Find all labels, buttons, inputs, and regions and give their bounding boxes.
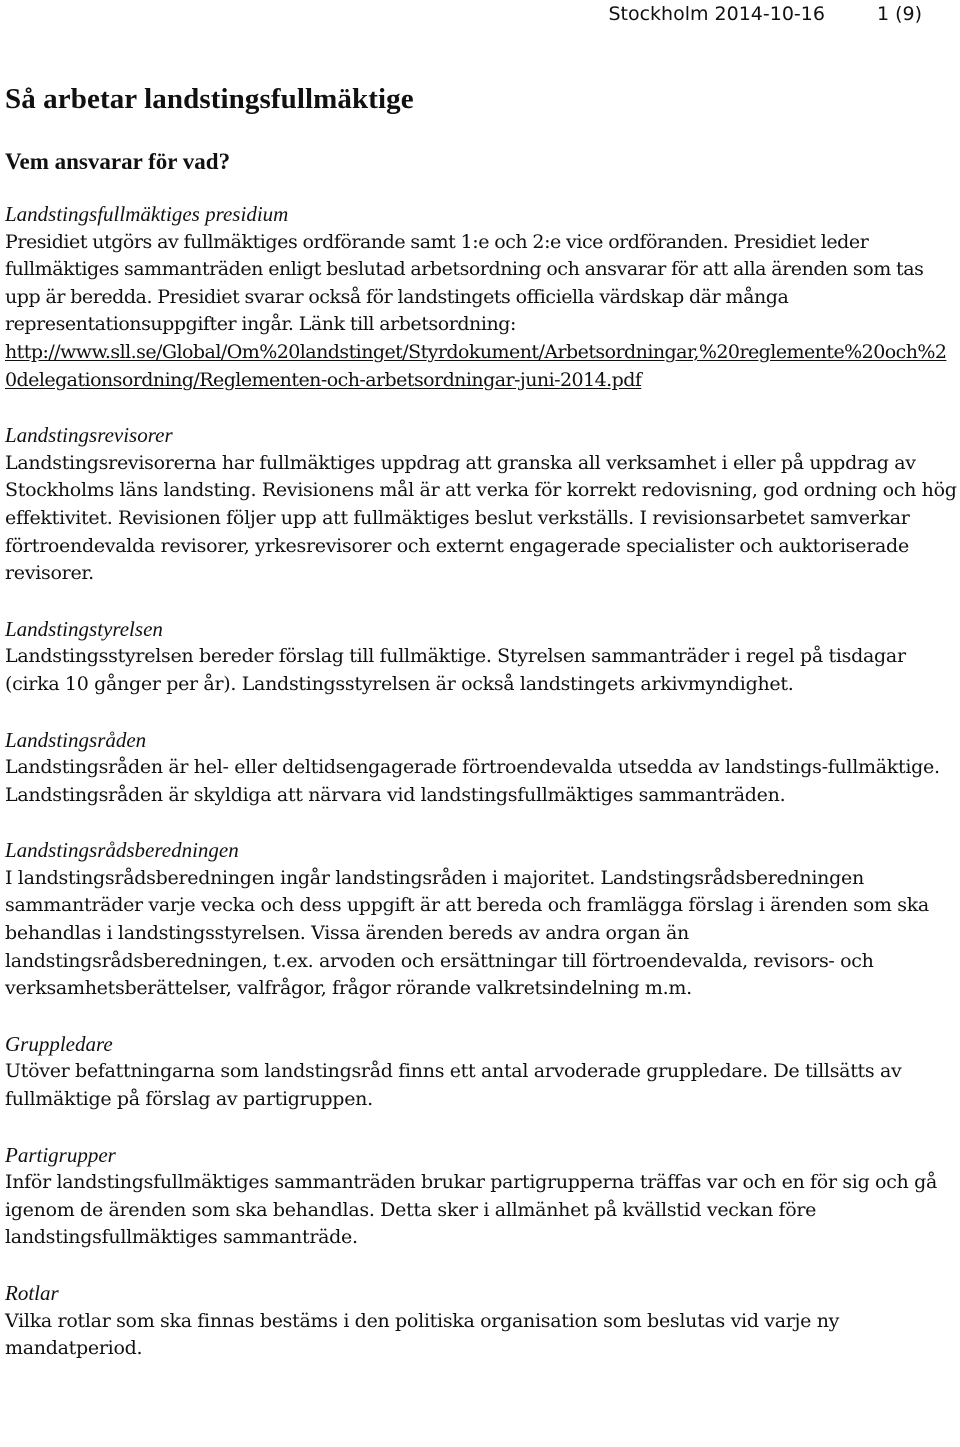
section-presidium [5,201,957,394]
page-header [608,0,922,28]
section-party-groups [5,1142,957,1252]
document-sections [5,201,957,1363]
section-body: Presidiet utgörs av fullmäktiges ordförande samt 1:e och 2:e vice ordföranden. Presidiet leder fullmäktiges sammanträden enligt beslutad arbetsordning och ansvarar för att alla ärenden som tas upp är beredda. Presidiet svarar också för landstingets officiella värdskap där många representationsuppgifter ingår. Länk till arbetsordning: [5,230,924,336]
section-body: Vilka rotlar som ska finnas bestäms i den politiska organisation som beslutas vid varje ny mandatperiod. [5,1309,840,1360]
section-heading: Landstingsrevisorer [5,423,173,448]
section-commissioners [5,727,957,810]
section-heading: Landstingsrådsberedningen [5,838,239,863]
section-auditors [5,422,957,588]
section-heading: Landstingstyrelsen [5,616,163,641]
rules-link[interactable]: http://www.sll.se/Global/Om%20landstinget/Styrdokument/Arbetsordningar,%20reglemente%20och%20delegationsordning/Reglementen-och-arbetsordningar-juni-2014.pdf [5,340,947,391]
section-body: Landstingsrevisorerna har fullmäktiges uppdrag att granska all verksamhet i eller på uppdrag av Stockholms läns landsting. Revisionens mål är att verka för korrekt redovisning, god ordning och hög effektivitet. Revisionen följer upp att fullmäktiges beslut verkställs. I revisionsarbetet samverkar förtroendevalda revisorer, yrkesrevisorer och externt engagerade specialister och auktoriserade revisorer. [5,451,957,585]
section-group-leaders [5,1031,957,1114]
section-body: I landstingsrådsberedningen ingår landstingsråden i majoritet. Landstingsrådsberedningen sammanträder varje vecka och dess uppgift är att bereda och framlägga förslag i ärenden som ska behandlas i landstingsstyrelsen. Vissa ärenden bereds av andra organ än landstingsrådsberedningen, t.ex. arvoden och ersättningar till förtroendevalda, revisors- och verksamhetsberättelser, valfrågor, frågor rörande valkretsindelning m.m. [5,866,929,1000]
section-body: Utöver befattningarna som landstingsråd finns ett antal arvoderade gruppledare. De tillsätts av fullmäktige på förslag av partigruppen. [5,1060,902,1111]
document-subtitle: Vem ansvarar för vad? [5,149,231,174]
section-heading: Rotlar [5,1281,59,1305]
page-indicator: 1 (9) [876,3,922,25]
section-body: Inför landstingsfullmäktiges sammanträden brukar partigrupperna träffas var och en för sig och gå igenom de ärenden som ska behandlas. Detta sker i allmänhet på kvällstid veckan före landstingsfullmäktiges sammanträde. [5,1171,938,1249]
document-title: Så arbetar landstingsfullmäktige [5,83,414,115]
section-heading: Landstingsfullmäktiges presidium [5,202,289,226]
place-date: Stockholm 2014-10-16 [608,3,825,25]
section-executive-board [5,616,957,699]
section-heading: Partigrupper [5,1142,116,1167]
section-portfolios [5,1280,957,1363]
section-body: Landstingsstyrelsen bereder förslag till fullmäktige. Styrelsen sammanträder i regel på tisdagar (cirka 10 gånger per år). Landstingsstyrelsen är också landstingets arkivmyndighet. [5,645,906,695]
section-heading: Landstingsråden [5,727,147,752]
section-body: Landstingsråden är hel- eller deltidsengagerade förtroendevalda utsedda av landstings-fullmäktige. Landstingsråden är skyldiga att närvara vid landstingsfullmäktiges sammanträden. [5,756,940,806]
section-commissioners-committee [5,837,957,1003]
section-heading: Gruppledare [5,1031,113,1056]
